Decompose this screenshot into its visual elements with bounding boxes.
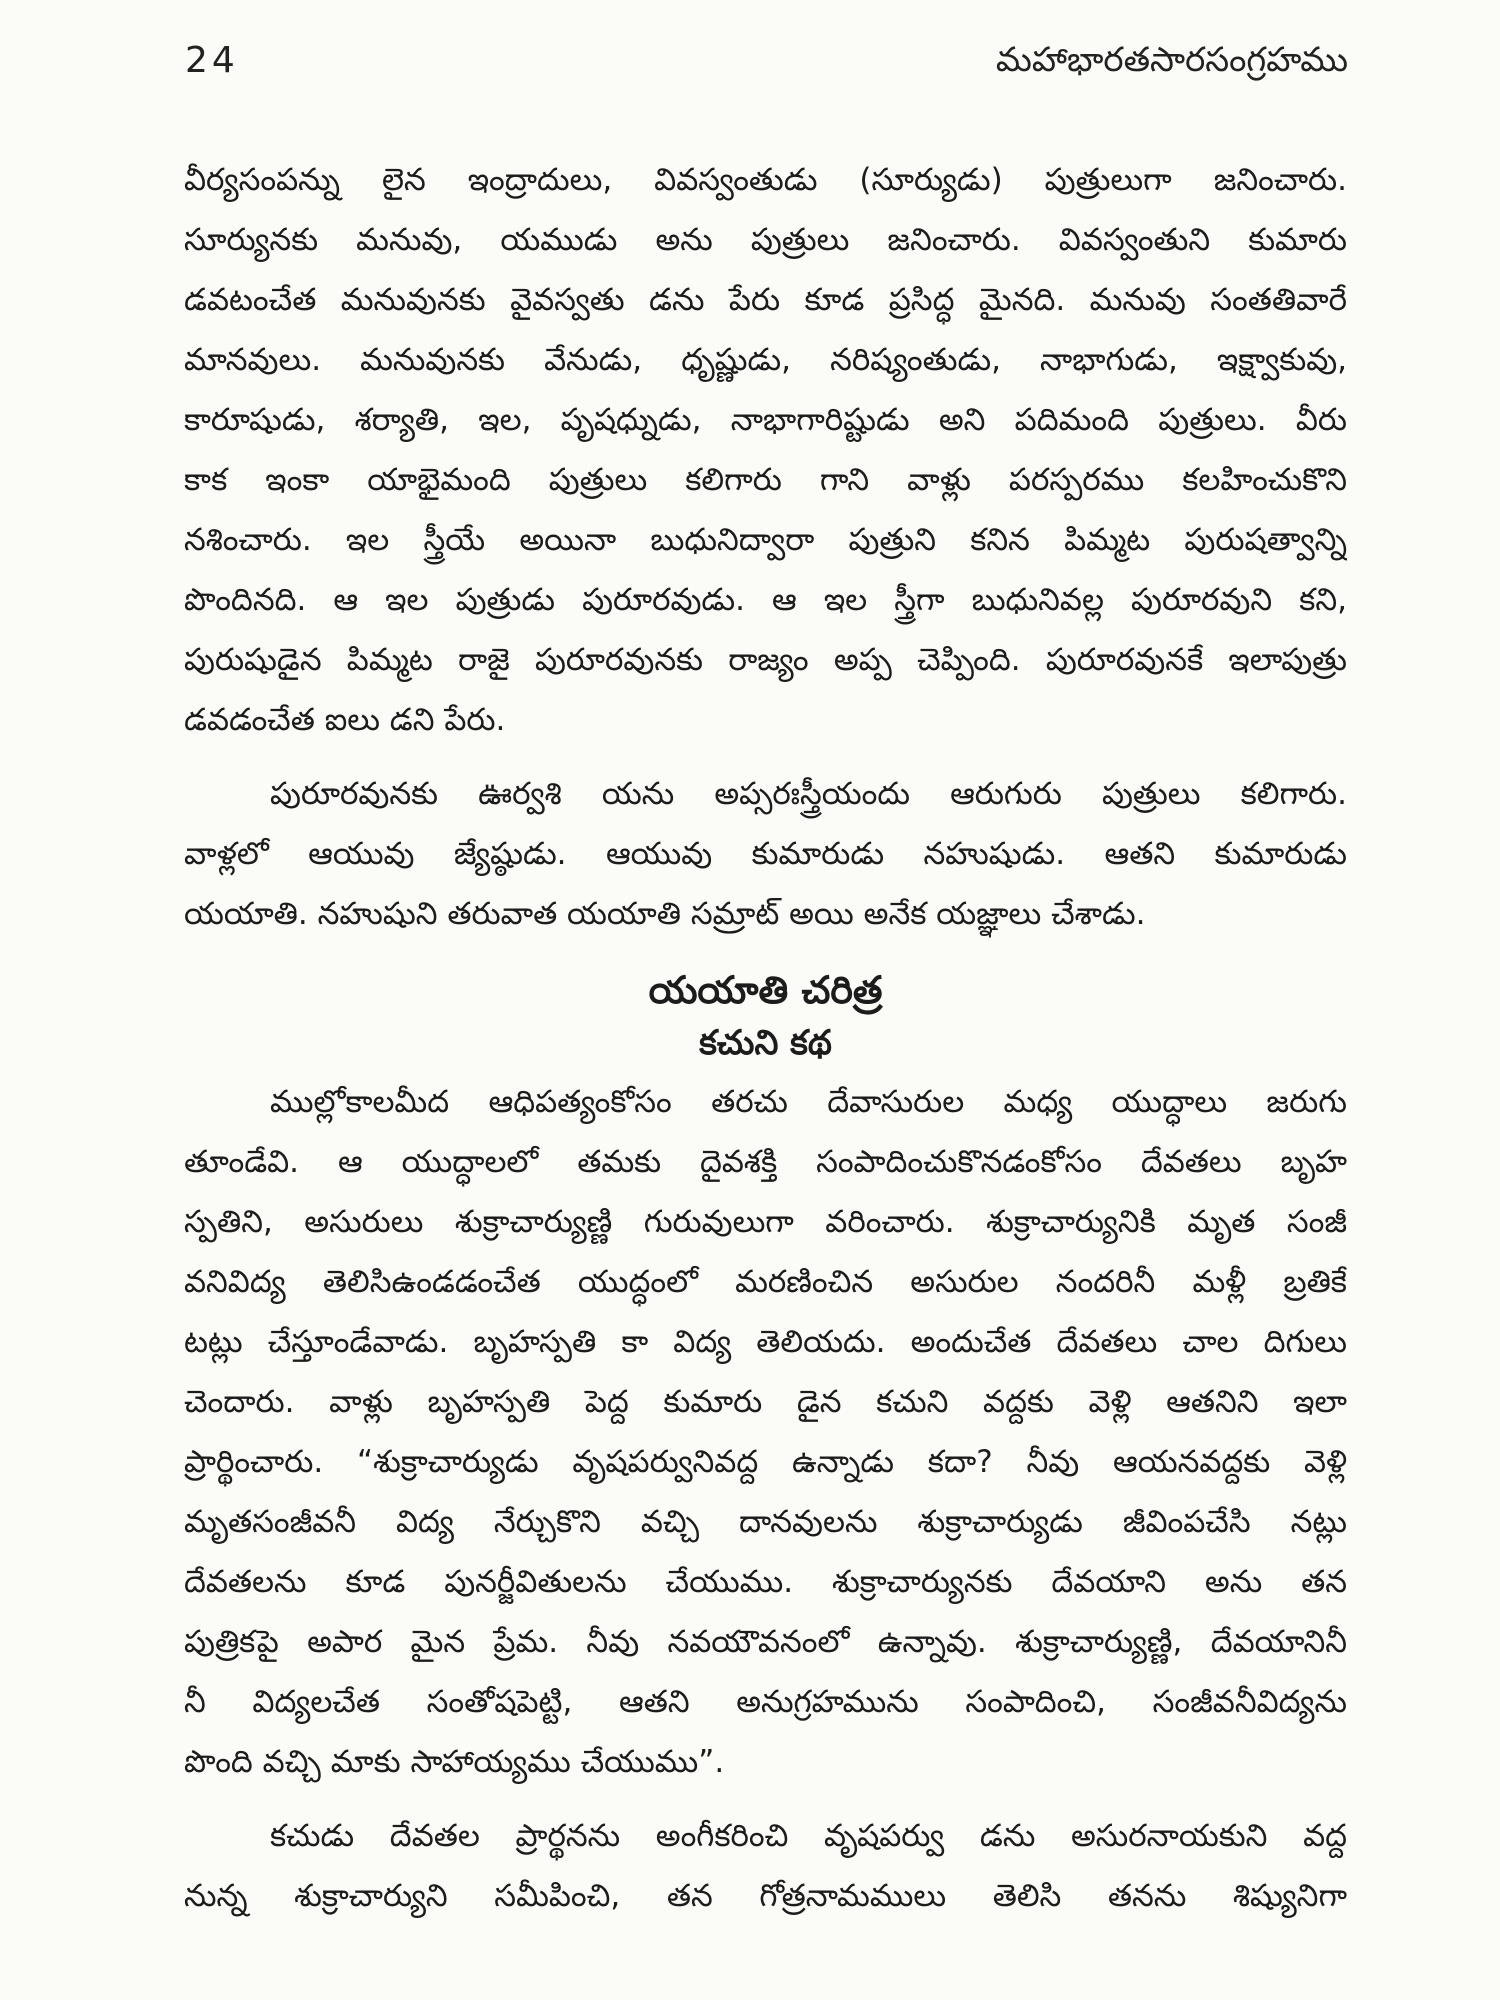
text-line: నున్న శుక్రాచార్యుని సమీపించి, తన గోత్రనామములు తెలిసి తనను శిష్యునిగా (184, 1878, 1347, 1914)
page-number: 24 (185, 40, 239, 81)
text-line: కచుడు దేవతల ప్రార్థనను అంగీకరించి వృషపర్వు డను అసురనాయకుని వద్ద (270, 1818, 1347, 1854)
paragraph (184, 764, 1347, 944)
text-line: కాక ఇంకా యాభైమంది పుత్రులు కలిగారు గాని వాళ్లు పరస్పరము కలహించుకొని (184, 462, 1347, 498)
text-line: టట్లు చేస్తూండేవాడు. బృహస్పతి కా విద్య తెలియదు. అందుచేత దేవతలు చాల దిగులు (184, 1324, 1347, 1360)
text-line: నీ విద్యలచేత సంతోషపెట్టి, ఆతని అనుగ్రహమును సంపాదించి, సంజీవనీవిద్యను (184, 1684, 1347, 1720)
running-head: మహాభారతసారసంగ్రహము (995, 40, 1348, 80)
paragraph (184, 1806, 1347, 1926)
text-line: వనివిద్య తెలిసిఉండడంచేత యుద్ధంలో మరణించిన అసురుల నందరినీ మళ్లీ బ్రతికే (184, 1264, 1347, 1300)
text-line: పుత్రికపై అపార మైన ప్రేమ. నీవు నవయౌవనంలో ఉన్నావు. శుక్రాచార్యుణ్ణి, దేవయానినీ (184, 1624, 1347, 1660)
text-line: దేవతలను కూడ పునర్జీవితులను చేయుము. శుక్రాచార్యునకు దేవయాని అను తన (184, 1564, 1347, 1600)
paragraph (184, 150, 1347, 750)
text-line: పురూరవునకు ఊర్వశి యను అప్సరఃస్త్రీయందు ఆరుగురు పుత్రులు కలిగారు. (270, 776, 1347, 812)
text-line: డవటంచేత మనువునకు వైవస్వతు డను పేరు కూడ ప్రసిద్ధ మైనది. మనువు సంతతివారే (184, 282, 1347, 318)
text-line: తూండేవి. ఆ యుద్ధాలలో తమకు దైవశక్తి సంపాదించుకొనడంకోసం దేవతలు బృహ (184, 1144, 1347, 1180)
text-line: వాళ్లలో ఆయువు జ్యేష్ఠుడు. ఆయువు కుమారుడు నహుషుడు. ఆతని కుమారుడు (184, 836, 1347, 872)
text-line: డవడంచేత ఐలు డని పేరు. (184, 702, 506, 738)
text-line: స్పతిని, అసురులు శుక్రాచార్యుణ్ణి గురువులుగా వరించారు. శుక్రాచార్యునికి మృత సంజీ (184, 1204, 1347, 1240)
text-line: ప్రార్థించారు. “శుక్రాచార్యుడు వృషపర్వునివద్ద ఉన్నాడు కదా? నీవు ఆయనవద్దకు వెళ్లి (184, 1444, 1347, 1480)
text-line: నశించారు. ఇల స్త్రీయే అయినా బుధునిద్వారా పుత్రుని కనిన పిమ్మట పురుషత్వాన్ని (184, 522, 1347, 558)
text-line: మానవులు. మనువునకు వేనుడు, ధృష్ణుడు, నరిష్యంతుడు, నాభాగుడు, ఇక్ష్వాకువు, (184, 342, 1347, 378)
text-line: మృతసంజీవనీ విద్య నేర్చుకొని వచ్చి దానవులను శుక్రాచార్యుడు జీవింపచేసి నట్లు (184, 1504, 1347, 1540)
paragraph (184, 1072, 1347, 1792)
text-line: ముల్లోకాలమీద ఆధిపత్యంకోసం తరచు దేవాసురుల మధ్య యుద్ధాలు జరుగు (270, 1084, 1347, 1120)
text-line: సూర్యునకు మనువు, యముడు అను పుత్రులు జనించారు. వివస్వంతుని కుమారు (184, 222, 1347, 258)
text-line: యయాతి. నహుషుని తరువాత యయాతి సమ్రాట్ అయి అనేక యజ్ఞాలు చేశాడు. (184, 896, 1146, 932)
text-line: చెందారు. వాళ్లు బృహస్పతి పెద్ద కుమారు డైన కచుని వద్దకు వెళ్లి ఆతనిని ఇలా (184, 1384, 1347, 1420)
text-line: పొంది వచ్చి మాకు సాహాయ్యము చేయుము”. (184, 1744, 725, 1780)
text-line: కారూషుడు, శర్యాతి, ఇల, పృషధ్నుడు, నాభాగారిష్టుడు అని పదిమంది పుత్రులు. వీరు (184, 402, 1347, 438)
text-line: పొందినది. ఆ ఇల పుత్రుడు పురూరవుడు. ఆ ఇల స్త్రీగా బుధునివల్ల పురూరవుని కని, (184, 582, 1347, 618)
section-title: యయాతి చరిత్ర (648, 968, 883, 1012)
page-body (184, 150, 1347, 1926)
text-line: వీర్యసంపన్ను లైన ఇంద్రాదులు, వివస్వంతుడు (సూర్యుడు) పుత్రులుగా జనించారు. (184, 162, 1347, 198)
text-line: పురుషుడైన పిమ్మట రాజై పురూరవునకు రాజ్యం అప్ప చెప్పింది. పురూరవునకే ఇలాపుత్రు (184, 642, 1347, 678)
section-subtitle: కచుని కథ (699, 1023, 832, 1063)
